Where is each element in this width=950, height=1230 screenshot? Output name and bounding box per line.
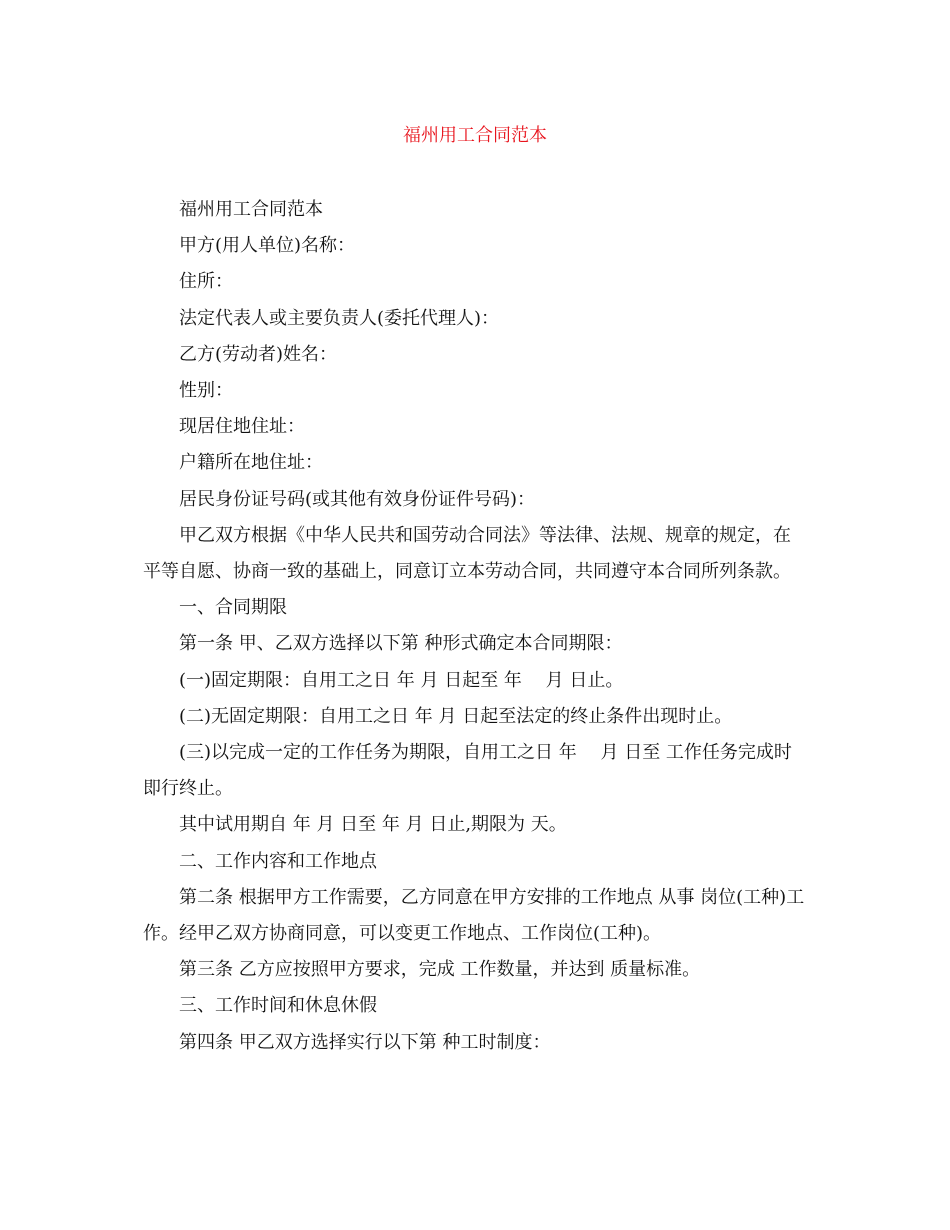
paragraph: 现居住地住址： bbox=[179, 416, 305, 438]
paragraph: 住所： bbox=[179, 271, 233, 293]
paragraph: (二)无固定期限：自用工之日 年 月 日起至法定的终止条件出现时止。 bbox=[179, 705, 733, 727]
section-heading: 三、工作时间和休息休假 bbox=[179, 995, 377, 1017]
paragraph: 居民身份证号码(或其他有效身份证件号码)： bbox=[179, 488, 536, 510]
section-heading: 二、工作内容和工作地点 bbox=[179, 850, 377, 872]
paragraph: 第二条 根据甲方工作需要，乙方同意在甲方安排的工作地点 从事 岗位(工种)工作。经甲乙双方协商同意，可以变更工作地点、工作岗位(工种)。 bbox=[143, 886, 805, 945]
document-body bbox=[143, 192, 807, 1061]
section-heading: 一、合同期限 bbox=[179, 597, 287, 619]
paragraph: 第三条 乙方应按照甲方要求，完成 工作数量，并达到 质量标准。 bbox=[179, 959, 701, 981]
paragraph: 第四条 甲乙双方选择实行以下第 种工时制度： bbox=[179, 1031, 551, 1053]
paragraph: 甲乙双方根据《中华人民共和国劳动合同法》等法律、法规、规章的规定，在平等自愿、协商一致的基础上，同意订立本劳动合同，共同遵守本合同所列条款。 bbox=[143, 524, 791, 583]
paragraph: 其中试用期自 年 月 日至 年 月 日止,期限为 天。 bbox=[179, 814, 567, 836]
paragraph: 乙方(劳动者)姓名： bbox=[179, 343, 338, 365]
paragraph: 户籍所在地住址： bbox=[179, 452, 323, 474]
paragraph: 甲方(用人单位)名称： bbox=[179, 235, 356, 257]
paragraph: 第一条 甲、乙双方选择以下第 种形式确定本合同期限： bbox=[179, 633, 623, 655]
paragraph: 法定代表人或主要负责人(委托代理人)： bbox=[179, 307, 500, 329]
paragraph: 性别： bbox=[179, 380, 233, 402]
paragraph: (三)以完成一定的工作任务为期限，自用工之日 年 月 日至 工作任务完成时即行终止。 bbox=[143, 742, 792, 800]
paragraph: (一)固定期限：自用工之日 年 月 日起至 年 月 日止。 bbox=[179, 669, 624, 691]
document-title: 福州用工合同范本 bbox=[403, 125, 547, 146]
paragraph: 福州用工合同范本 bbox=[179, 199, 323, 220]
